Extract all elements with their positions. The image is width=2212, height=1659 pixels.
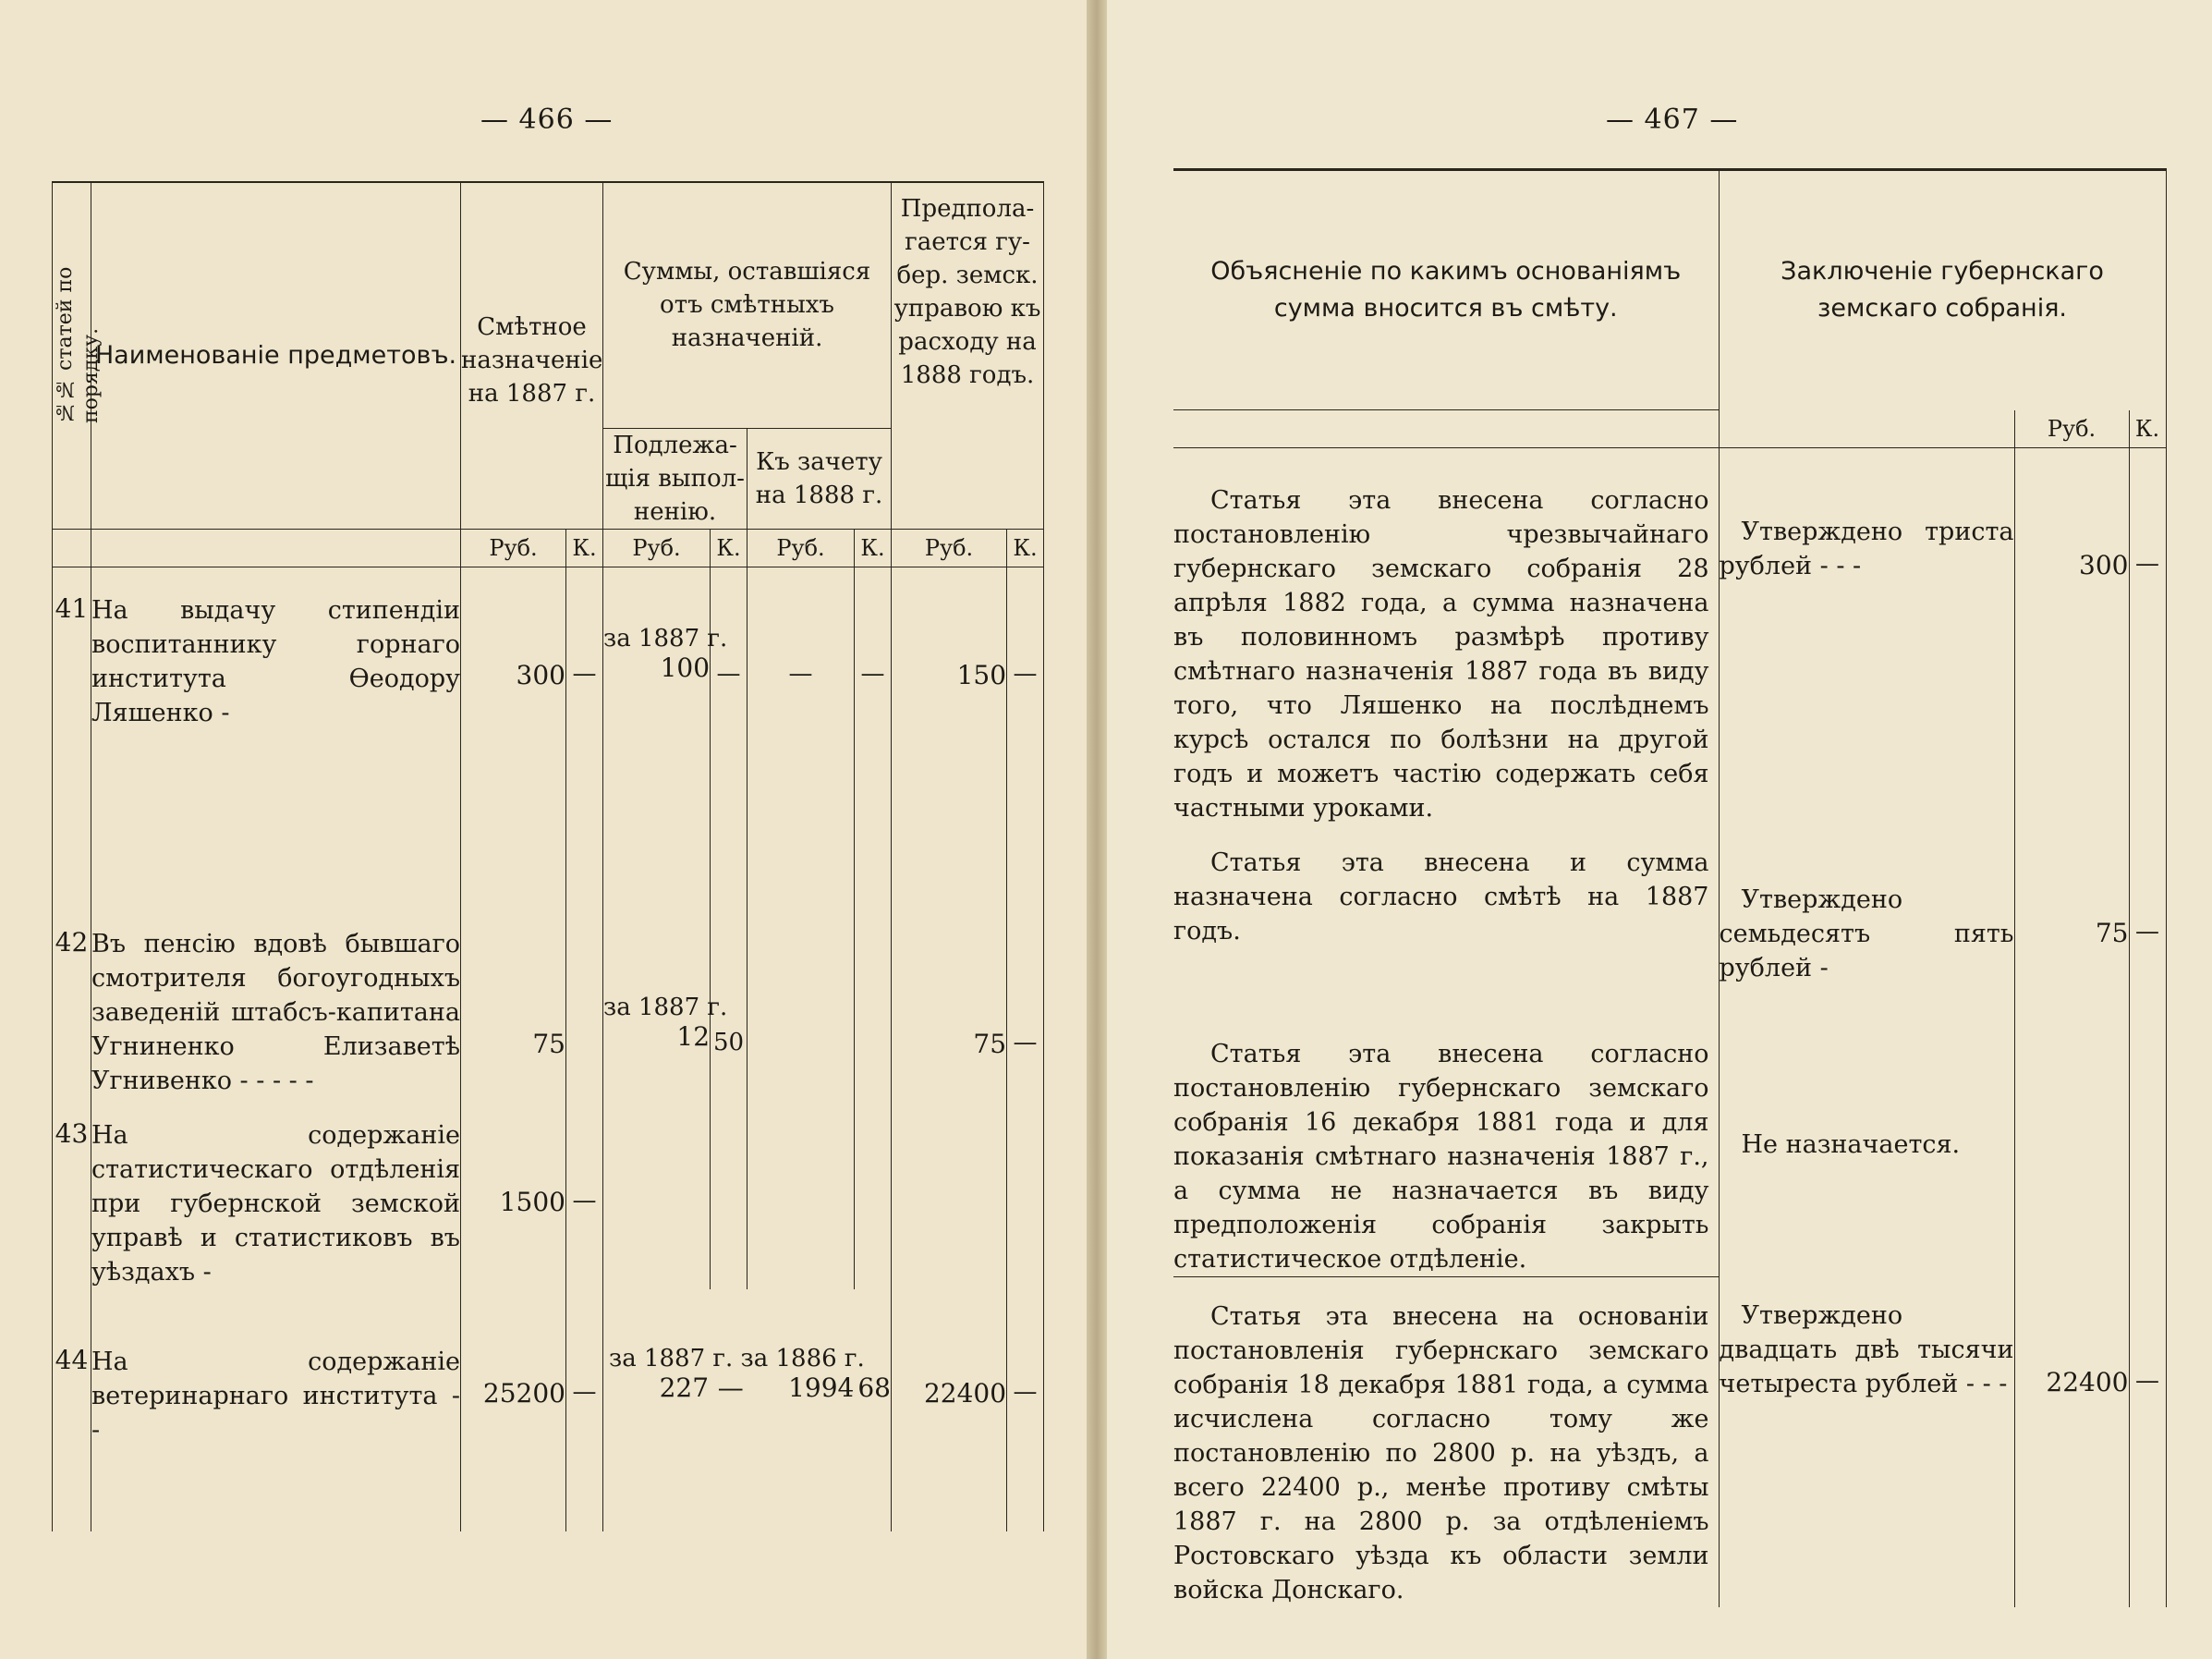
- sums-cell: [603, 1289, 892, 1531]
- table-row: [53, 1289, 1044, 1531]
- table-row: [53, 567, 1044, 927]
- explanation-text: Статья эта внесена на основаніи постановленія губернскаго земскаго собранія 18 декабря 1881 года, а сумма исчислена согласно тому же постановленію по 2800 р. на уѣздъ, а всего 22400 р., менѣе противу смѣты 1887 г. на 2800 р. за отдѣленіемъ Ростовскаго уѣзда къ области земли войска Донскаго.: [1173, 1276, 1719, 1607]
- subject-kop: 50: [711, 927, 747, 1098]
- table-row: [1173, 985, 2166, 1277]
- header-subject-to-execution: Подлежа- щія выпол- ненію.: [603, 428, 747, 529]
- page-number-left: — 466 —: [480, 104, 614, 136]
- conclusion-rub: 22400: [2014, 1276, 2129, 1607]
- subject-kop: [711, 1098, 747, 1289]
- conclusion-text: Не назначается.: [1719, 985, 2014, 1277]
- conclusion-text: Утверждено семьдесятъ пять рублей -: [1719, 846, 2014, 985]
- estimate-table: [52, 181, 1044, 1531]
- proposed-rub: 150: [892, 567, 1007, 927]
- estimate-kop: —: [566, 1098, 603, 1289]
- subject-kop: —: [717, 1372, 744, 1403]
- proposed-kop: —: [1007, 567, 1044, 927]
- item-name: На содержаніе статистическаго отдѣленія при губернской земской управѣ и статистиковъ въ уѣздахъ -: [91, 1098, 461, 1289]
- conclusion-table: [1173, 168, 2167, 1607]
- estimate-kop: —: [566, 1289, 603, 1531]
- header-remaining-sums: Суммы, оставшіяся отъ смѣтныхъ назначеній.: [603, 182, 892, 428]
- item-name: На содержаніе ветеринарнаго института - -: [91, 1289, 461, 1531]
- header-conclusion: Заключеніе губернскаго земскаго собранія.: [1719, 170, 2166, 410]
- explanation-text: Статья эта внесена согласно постановленію чрезвычайнаго губернскаго земскаго собранія 28 апрѣля 1882 года, а сумма назначена въ половинномъ размѣрѣ противу смѣтнаго назначенія 1887 года въ виду того, что Ляшенко на послѣднемъ курсѣ остался по болѣзни на другой годъ и можетъ частію содержать себя частными уроками.: [1173, 448, 1719, 846]
- credit-rub: [747, 927, 855, 1098]
- unit-kop: К.: [2129, 410, 2166, 448]
- unit-rub: Руб.: [461, 529, 566, 567]
- conclusion-kop: —: [2129, 1276, 2166, 1607]
- proposed-kop: —: [1007, 927, 1044, 1098]
- subject-rub: 227: [659, 1372, 710, 1403]
- conclusion-kop: —: [2129, 846, 2166, 985]
- header-article-number: №№ статей по порядку.: [53, 182, 91, 529]
- table-row: [1173, 846, 2166, 985]
- book-gutter: [1087, 0, 1107, 1659]
- page-number-right: — 467 —: [1606, 104, 1739, 136]
- unit-rub: Руб.: [603, 529, 711, 567]
- conclusion-rub: [2014, 985, 2129, 1277]
- header-explanation: Объясненіе по какимъ основаніямъ сумма вносится въ смѣту.: [1173, 170, 1719, 410]
- unit-rub: Руб.: [747, 529, 855, 567]
- article-number: 41: [53, 567, 91, 927]
- header-estimate-1887: Смѣтное назначеніе на 1887 г.: [461, 182, 603, 529]
- estimate-rub: 300: [461, 567, 566, 927]
- article-number: 43: [53, 1098, 91, 1289]
- credit-kop: [855, 927, 892, 1098]
- table-row: [53, 1098, 1044, 1289]
- estimate-rub: 75: [461, 927, 566, 1098]
- table-row: [1173, 448, 2166, 846]
- item-name: На выдачу стипендіи воспитаннику горнаго института Ѳеодору Ляшенко -: [91, 567, 461, 927]
- header-proposed-1888: Предпола- гается гу- бер. земск. управою къ расходу на 1888 годъ.: [892, 182, 1044, 529]
- credit-rub: —: [747, 567, 855, 927]
- explanation-text: Статья эта внесена согласно постановленію губернскаго земскаго собранія 16 декабря 1881 года и для показанія смѣтнаго назначенія 1887 г., а сумма не назначается въ виду предположенія собранія закрыть статистическое отдѣленіе.: [1173, 985, 1719, 1277]
- left-page: [0, 0, 1087, 1659]
- period-note: за 1887 г.: [603, 994, 728, 1021]
- subject-kop: —: [711, 567, 747, 927]
- period-note: за 1887 г.: [603, 624, 728, 653]
- unit-kop: К.: [711, 529, 747, 567]
- proposed-rub: 75: [892, 927, 1007, 1098]
- table-row: [1173, 1276, 2166, 1607]
- estimate-rub: 25200: [461, 1289, 566, 1531]
- unit-kop: К.: [1007, 529, 1044, 567]
- proposed-kop: [1007, 1098, 1044, 1289]
- conclusion-rub: 300: [2014, 448, 2129, 846]
- subject-rub: [603, 1098, 711, 1289]
- right-page: [1107, 0, 2212, 1659]
- subject-rub: за 1887 г. 100: [603, 567, 711, 927]
- article-number: 44: [53, 1289, 91, 1531]
- estimate-kop: [566, 927, 603, 1098]
- table-row: [53, 927, 1044, 1098]
- unit-kop: К.: [566, 529, 603, 567]
- conclusion-text: Утверждено двадцать двѣ тысячи четыреста рублей - - -: [1719, 1276, 2014, 1607]
- credit-rub: [747, 1098, 855, 1289]
- unit-rub: Руб.: [892, 529, 1007, 567]
- explanation-text: Статья эта внесена и сумма назначена согласно смѣтѣ на 1887 годъ.: [1173, 846, 1719, 985]
- period-note: за 1887 г. за 1886 г.: [609, 1345, 865, 1372]
- proposed-kop: —: [1007, 1289, 1044, 1531]
- proposed-rub: [892, 1098, 1007, 1289]
- conclusion-kop: [2129, 985, 2166, 1277]
- credit-kop: 68: [857, 1372, 891, 1403]
- item-name: Въ пенсію вдовѣ бывшаго смотрителя богоугодныхъ заведеній штабсъ-капитана Угниненко Елизаветѣ Угнивенко - - - - -: [91, 927, 461, 1098]
- estimate-kop: —: [566, 567, 603, 927]
- proposed-rub: 22400: [892, 1289, 1007, 1531]
- conclusion-kop: —: [2129, 448, 2166, 846]
- unit-rub: Руб.: [2014, 410, 2129, 448]
- header-item-name: Наименованіе предметовъ.: [91, 182, 461, 529]
- article-number: 42: [53, 927, 91, 1098]
- conclusion-rub: 75: [2014, 846, 2129, 985]
- conclusion-text: Утверждено триста рублей - - -: [1719, 448, 2014, 846]
- subject-rub: за 1887 г. 12: [603, 927, 711, 1098]
- credit-kop: [855, 1098, 892, 1289]
- unit-kop: К.: [855, 529, 892, 567]
- credit-rub: 1994: [788, 1372, 855, 1403]
- estimate-rub: 1500: [461, 1098, 566, 1289]
- credit-kop: —: [855, 567, 892, 927]
- header-credit-1888: Къ зачету на 1888 г.: [747, 428, 892, 529]
